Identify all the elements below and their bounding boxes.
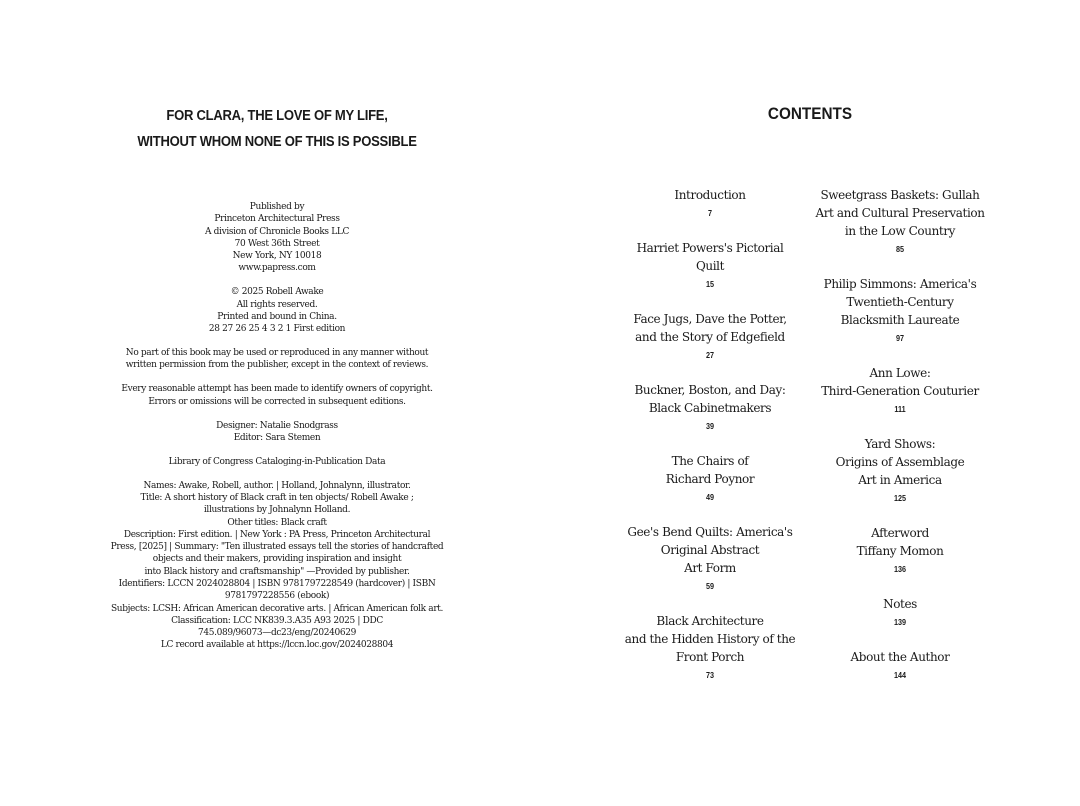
copyright-page-text [92, 201, 462, 663]
copyright-line: Identifiers: LCCN 2024028804 | ISBN 9781797228549 (hardcover) | ISBN [118, 578, 436, 589]
toc-title-line: Richard Poynor [665, 472, 755, 486]
copyright-line: Printed and bound in China. [217, 311, 337, 322]
toc-page-number: 7 [707, 208, 713, 218]
copyright-line: written permission from the publisher, except in the context of reviews. [125, 360, 429, 371]
toc-title-line: Origins of Assemblage [835, 455, 965, 469]
toc-entry-title [800, 364, 1000, 400]
copyright-line: 28 27 26 25 4 3 2 1 First edition [208, 324, 346, 335]
dedication-line: WITHOUT WHOM NONE OF THIS IS POSSIBLE [137, 134, 417, 150]
copyright-line: 70 West 36th Street [234, 238, 320, 249]
copyright-line: 9781797228556 (ebook) [224, 591, 330, 602]
toc-entry [620, 612, 800, 684]
toc-title-line: Blacksmith Laureate [840, 313, 960, 327]
toc-column-left [620, 186, 800, 701]
copyright-line: LC record available at https://lccn.loc.gov/2024028804 [160, 640, 394, 651]
copyright-line: © 2025 Robell Awake [230, 287, 324, 298]
toc-entry [800, 524, 1000, 578]
copyright-paragraph [92, 347, 462, 372]
copyright-line: Princeton Architectural Press [214, 214, 340, 225]
toc-title-line: Tiffany Momon [856, 544, 944, 558]
copyright-line: Title: A short history of Black craft in ten objects/ Robell Awake ; [140, 492, 414, 503]
toc-title-line: Afterword [871, 526, 929, 540]
toc-page-number: 73 [705, 670, 715, 680]
copyright-line: Description: First edition. | New York : PA Press, Princeton Architectural [123, 529, 431, 540]
dedication [118, 103, 437, 155]
toc-entry [800, 595, 1000, 631]
copyright-line: Subjects: LCSH: African American decorative arts. | African American folk art. [110, 603, 444, 614]
copyright-line: Every reasonable attempt has been made to identify owners of copyright. [121, 384, 433, 395]
toc-page-number: 85 [895, 244, 905, 254]
toc-page-number: 125 [893, 493, 907, 503]
toc-title-line: Art Form [684, 561, 736, 575]
toc-title-line: The Chairs of [671, 454, 749, 468]
toc-entry-title [620, 239, 800, 275]
toc-title-line: Art and Cultural Preservation [815, 206, 985, 220]
toc-page-number: 97 [895, 333, 905, 343]
toc-entry-title [800, 275, 1000, 329]
toc-entry-title [800, 595, 1000, 613]
toc-title-line: Face Jugs, Dave the Potter, [633, 312, 787, 326]
toc-title-line: Sweetgrass Baskets: Gullah [820, 188, 980, 202]
toc-title-line: Black Architecture [656, 614, 764, 628]
toc-entry [620, 523, 800, 595]
copyright-line: Designer: Natalie Snodgrass [216, 420, 338, 431]
toc-entry-title [620, 452, 800, 488]
copyright-line: Errors or omissions will be corrected in subsequent editions. [148, 396, 406, 407]
toc-page-number: 15 [705, 279, 715, 289]
copyright-paragraph [92, 456, 462, 468]
toc-entry-title [800, 186, 1000, 240]
toc-entry-title [800, 524, 1000, 560]
toc-title-line: Art in America [858, 473, 942, 487]
toc-page-number: 39 [705, 421, 715, 431]
toc-page-number: 144 [893, 670, 907, 680]
copyright-line: Press, [2025] | Summary: "Ten illustrated essays tell the stories of handcrafted [110, 542, 444, 553]
copyright-line: illustrations by Johnalynn Holland. [203, 505, 351, 516]
toc-title-line: Introduction [674, 188, 746, 202]
toc-entry [800, 186, 1000, 258]
copyright-line: Library of Congress Cataloging-in-Publication Data [168, 456, 386, 467]
toc-title-line: in the Low Country [844, 224, 956, 238]
toc-entry [800, 364, 1000, 418]
toc-title-line: and the Hidden History of the [624, 632, 796, 646]
copyright-line: Editor: Sara Stemen [233, 432, 321, 443]
toc-entry-title [800, 435, 1000, 489]
copyright-line: Published by [249, 202, 305, 212]
toc-entry-title [620, 381, 800, 417]
toc-title-line: Quilt [695, 259, 725, 273]
copyright-line: into Black history and craftsmanship" —Provided by publisher. [144, 566, 410, 577]
toc-entry-title [620, 523, 800, 577]
toc-page-number: 139 [893, 617, 907, 627]
toc-page-number: 49 [705, 492, 715, 502]
toc-title-line: Gee's Bend Quilts: America's [627, 525, 793, 539]
toc-entry [620, 186, 800, 222]
toc-title-line: Ann Lowe: [869, 366, 931, 380]
copyright-line: objects and their makers, providing inspiration and insight [152, 554, 402, 565]
toc-entry [800, 435, 1000, 507]
toc-page-number: 136 [893, 564, 907, 574]
toc-entry [620, 452, 800, 506]
toc-page-number: 59 [705, 581, 715, 591]
toc-title-line: Buckner, Boston, and Day: [634, 383, 786, 397]
toc-entry-title [620, 612, 800, 666]
dedication-line: FOR CLARA, THE LOVE OF MY LIFE, [166, 108, 388, 124]
copyright-line: Classification: LCC NK839.3.A35 A93 2025 | DDC [171, 615, 383, 626]
copyright-line: A division of Chronicle Books LLC [204, 226, 349, 237]
copyright-paragraph [92, 420, 462, 445]
toc-column-right [800, 186, 1000, 701]
toc-entry [620, 239, 800, 293]
toc-title-line: Harriet Powers's Pictorial [636, 241, 784, 255]
toc-entry [800, 275, 1000, 347]
toc-title-line: Black Cabinetmakers [648, 401, 772, 415]
copyright-line: www.papress.com [238, 263, 316, 274]
copyright-line: New York, NY 10018 [232, 251, 322, 262]
copyright-paragraph [92, 383, 462, 408]
toc-title-line: Third-Generation Couturier [821, 384, 979, 398]
toc-page-number: 27 [705, 350, 715, 360]
copyright-paragraph [92, 201, 462, 275]
copyright-paragraph [92, 286, 462, 335]
toc-title-line: and the Story of Edgefield [635, 330, 785, 344]
right-page [540, 0, 1080, 806]
toc-entry [800, 648, 1000, 684]
copyright-line: Other titles: Black craft [227, 517, 327, 528]
toc-page-number: 111 [894, 404, 906, 414]
toc-title-line: Notes [883, 597, 917, 611]
copyright-line: 745.089/96073—dc23/eng/20240629 [197, 628, 357, 639]
copyright-paragraph [92, 480, 462, 652]
toc-entry [620, 310, 800, 364]
toc-title-line: Front Porch [675, 650, 745, 664]
toc-title-line: Original Abstract [660, 543, 760, 557]
toc-entry-title [800, 648, 1000, 666]
copyright-line: No part of this book may be used or reproduced in any manner without [125, 348, 429, 359]
contents-heading: CONTENTS [767, 104, 853, 123]
toc-title-line: About the Author [850, 650, 950, 664]
toc-title-line: Twentieth-Century [846, 295, 954, 309]
toc-entry [620, 381, 800, 435]
toc-entry-title [620, 186, 800, 204]
copyright-line: Names: Awake, Robell, author. | Holland, Johnalynn, illustrator. [143, 480, 411, 491]
toc-title-line: Philip Simmons: America's [823, 277, 977, 291]
toc-title-line: Yard Shows: [864, 437, 936, 451]
toc-entry-title [620, 310, 800, 346]
copyright-line: All rights reserved. [236, 299, 318, 310]
